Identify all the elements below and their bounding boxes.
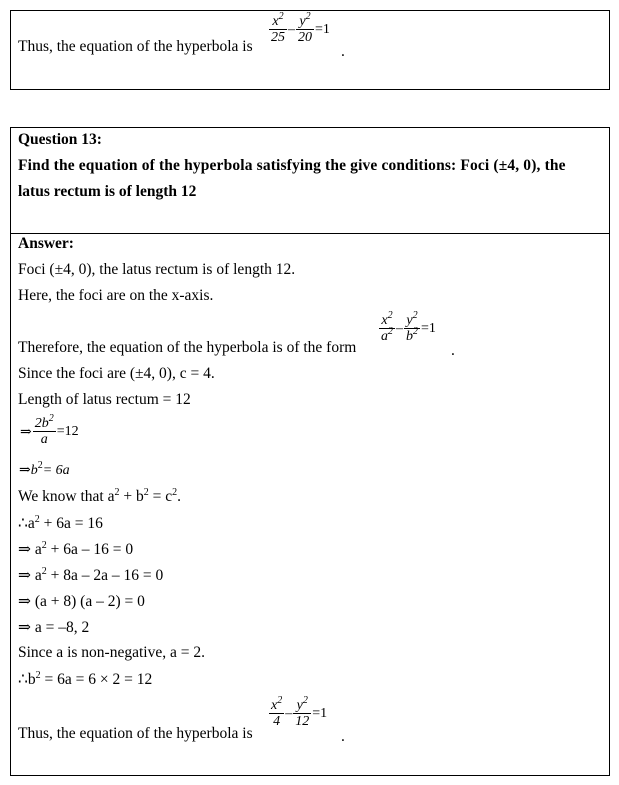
answer-line-foci: Foci (±4, 0), the latus rectum is of length 12. [18, 261, 296, 278]
question-statement-line-1: Find the equation of the hyperbola satisfying the give conditions: Foci (±4, 0), the [18, 157, 566, 174]
b-squared-equation: $\Rightarrow b^2= 6a$ [19, 460, 70, 478]
answer-line-conclusion: Thus, the equation of the hyperbola is [18, 725, 253, 742]
answer-line-factored: ⇒ (a + 8) (a – 2) = 0 [18, 593, 145, 610]
answer-line-split: ⇒ $a^2 + 8a - 2a - 16 = 0$ [18, 566, 164, 584]
question-box [10, 127, 610, 234]
standard-form-equation: $\frac{x^2}{a^2}$ – $\frac{y^2}{b^2}$ =1 [381, 310, 436, 344]
previous-hyperbola-equation: $\frac{x^2}{25}$ – $\frac{y^2}{20}$ =1 [271, 11, 330, 45]
standard-form-period: . [451, 342, 455, 359]
latus-rectum-equation: ⇒ $\frac{2b^2}{a}$ =12 [20, 413, 79, 447]
final-period: . [341, 728, 345, 745]
answer-line-axis: Here, the foci are on the x-axis. [18, 287, 214, 304]
previous-period: . [341, 43, 345, 60]
previous-conclusion-text: Thus, the equation of the hyperbola is [18, 38, 253, 55]
answer-line-roots: ⇒ a = –8, 2 [18, 619, 90, 636]
answer-line-c-value: Since the foci are (±4, 0), c = 4. [18, 365, 215, 382]
final-hyperbola-equation: $\frac{x^2}{4}$ – $\frac{y^2}{12}$ =1 [271, 695, 328, 729]
answer-box [10, 233, 610, 776]
previous-answer-box [10, 10, 610, 90]
answer-line-b-value: $\therefore b^2 = 6a = 6 \times 2 = 12$ [18, 670, 153, 688]
answer-line-quadratic: ⇒ $a^2 + 6a - 16 = 0$ [18, 540, 134, 558]
answer-title: Answer: [18, 235, 74, 252]
question-title: Question 13: [18, 131, 102, 148]
answer-line-form: Therefore, the equation of the hyperbola is of the form [18, 339, 357, 356]
answer-line-a-value: Since a is non-negative, a = 2. [18, 644, 205, 661]
answer-line-latus-rectum: Length of latus rectum = 12 [18, 391, 191, 408]
answer-line-substitution: $\therefore a^2 + 6a = 16$ [18, 514, 103, 532]
answer-line-identity: We know that $a^2 + b^2 = c^2$. [18, 487, 181, 505]
question-statement-line-2: latus rectum is of length 12 [18, 183, 197, 200]
